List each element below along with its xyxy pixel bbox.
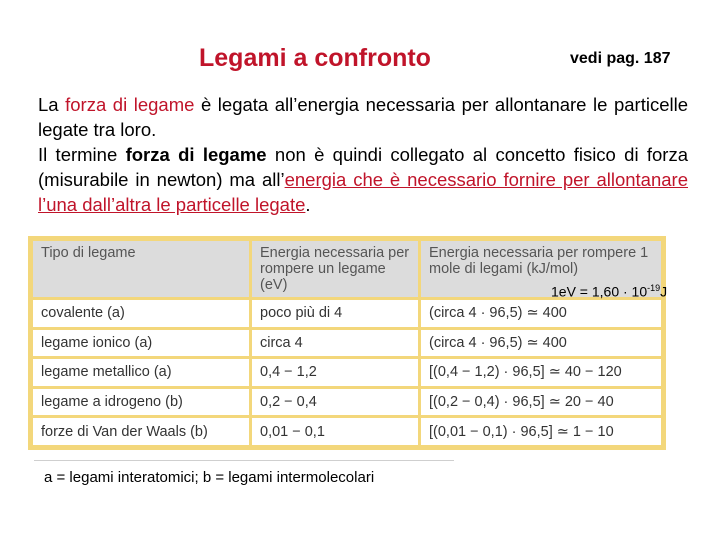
cell-energy-ev: 0,4 − 1,2 [252,356,421,386]
energy-highlight: energia che è necessario fornire per allontanare l’una dall’altra le particelle legate [38,169,688,215]
paragraph-2 [38,142,688,217]
unit-note-base: 1eV = 1,60 · 10 [551,283,648,300]
cell-energy-ev: 0,2 − 0,4 [252,386,421,416]
cell-energy-kj: (circa 4 · 96,5) ≃ 400 [421,297,661,327]
paragraph-1-post: è legata all’energia necessaria per allontanare le particelle legate tra loro. [38,94,688,140]
paragraph-1-pre: La [38,94,66,115]
page-title: Legami a confronto [199,44,431,72]
cell-energy-ev: circa 4 [252,327,421,357]
cell-energy-ev: 0,01 − 0,1 [252,415,421,445]
cell-bond-type: forze di Van der Waals (b) [33,415,252,445]
table-row [33,415,661,445]
header-energy-ev: Energia necessaria per rompere un legame (eV) [252,241,421,297]
table-row [33,386,661,416]
unit-conversion-note [551,283,667,300]
term-forza-di-legame: forza di legame [65,94,195,115]
unit-note-exponent: -19 [647,283,661,293]
term-forza-di-legame-bold: forza di legame [125,144,267,165]
cell-energy-kj: (circa 4 · 96,5) ≃ 400 [421,327,661,357]
bond-energy-table [28,236,666,450]
cell-bond-type: legame a idrogeno (b) [33,386,252,416]
paragraph-2-mid: non è quindi collegato al concetto fisico di forza (misurabile in newton) ma all’ [38,144,688,190]
table-row [33,356,661,386]
table-row [33,297,661,327]
cell-energy-kj: [(0,01 − 0,1) · 96,5] ≃ 1 − 10 [421,415,661,445]
cell-bond-type: covalente (a) [33,297,252,327]
header-bond-type: Tipo di legame [33,241,252,297]
paragraph-1 [38,92,688,142]
paragraph-2-pre: Il termine [38,144,126,165]
paragraph-2-end: . [305,194,311,215]
cell-energy-ev: poco più di 4 [252,297,421,327]
cell-energy-kj: [(0,4 − 1,2) · 96,5] ≃ 40 − 120 [421,356,661,386]
table-row [33,327,661,357]
header-energy-kj: Energia necessaria per rompere 1 mole di legami (kJ/mol) [421,241,661,297]
body-text [38,92,688,217]
cell-bond-type: legame ionico (a) [33,327,252,357]
table-footnote: a = legami interatomici; b = legami intermolecolari [34,460,454,500]
page-reference: vedi pag. 187 [570,50,671,67]
cell-bond-type: legame metallico (a) [33,356,252,386]
cell-energy-kj: [(0,2 − 0,4) · 96,5] ≃ 20 − 40 [421,386,661,416]
unit-note-unit: J [660,283,668,300]
